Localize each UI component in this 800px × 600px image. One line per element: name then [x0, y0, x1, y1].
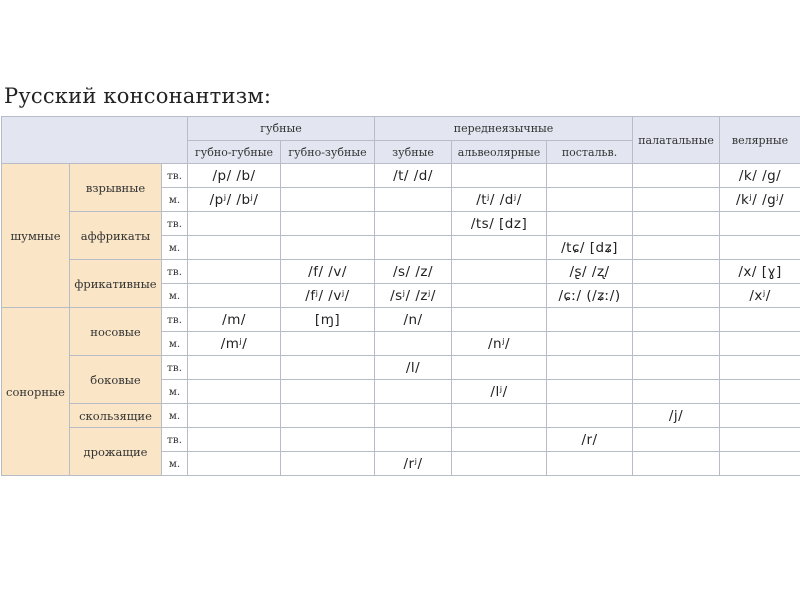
phoneme-cell [281, 332, 375, 356]
place-header-dental: зубные [375, 141, 452, 164]
hardness-label: тв. [162, 308, 188, 332]
phoneme-cell [281, 236, 375, 260]
phoneme-cell [633, 452, 720, 476]
table-corner [2, 117, 188, 164]
table-row [2, 356, 800, 380]
hardness-label: тв. [162, 356, 188, 380]
phoneme-cell [452, 452, 547, 476]
page-title: Русский консонантизм: [4, 84, 272, 108]
phoneme-cell [375, 212, 452, 236]
manner-laterals: боковые [70, 356, 162, 404]
phoneme-cell [452, 404, 547, 428]
phoneme-cell [633, 356, 720, 380]
phoneme-cell [281, 212, 375, 236]
phoneme-cell [452, 356, 547, 380]
hardness-label: тв. [162, 164, 188, 188]
phoneme-cell [547, 380, 633, 404]
phoneme-cell [720, 380, 800, 404]
place-header-postalveolar: постальв. [547, 141, 633, 164]
phoneme-cell [281, 428, 375, 452]
phoneme-cell [633, 380, 720, 404]
phoneme-cell: /n/ [375, 308, 452, 332]
group-header-labial: губные [188, 117, 375, 141]
phoneme-cell [720, 356, 800, 380]
phoneme-cell: /kʲ/ /gʲ/ [720, 188, 800, 212]
phoneme-cell [452, 236, 547, 260]
phoneme-cell [188, 284, 281, 308]
phoneme-cell [375, 404, 452, 428]
hardness-label: тв. [162, 428, 188, 452]
phoneme-cell: /ʂ/ /ʐ/ [547, 260, 633, 284]
phoneme-cell [633, 284, 720, 308]
consonant-table [1, 116, 800, 476]
phoneme-cell [452, 164, 547, 188]
place-header-alveolar: альвеолярные [452, 141, 547, 164]
phoneme-cell: /ɕː/ (/ʑː/) [547, 284, 633, 308]
manner-fricatives: фрикативные [70, 260, 162, 308]
phoneme-cell [452, 260, 547, 284]
phoneme-cell [547, 212, 633, 236]
phoneme-cell [633, 188, 720, 212]
phoneme-cell [547, 308, 633, 332]
phoneme-cell [720, 212, 800, 236]
phoneme-cell [281, 356, 375, 380]
phoneme-cell [375, 428, 452, 452]
table-row [2, 428, 800, 452]
phoneme-cell [633, 164, 720, 188]
phoneme-cell [375, 236, 452, 260]
phoneme-cell [188, 260, 281, 284]
phoneme-cell [633, 212, 720, 236]
phoneme-cell: /s/ /z/ [375, 260, 452, 284]
phoneme-cell [720, 404, 800, 428]
phoneme-cell: /pʲ/ /bʲ/ [188, 188, 281, 212]
phoneme-cell [375, 188, 452, 212]
phoneme-cell: /xʲ/ [720, 284, 800, 308]
phoneme-cell: /f/ /v/ [281, 260, 375, 284]
phoneme-cell [188, 404, 281, 428]
phoneme-cell: /sʲ/ /zʲ/ [375, 284, 452, 308]
group-header-velar: велярные [720, 117, 800, 164]
group-header-anterior-lingual: переднеязычные [375, 117, 633, 141]
table-row [2, 308, 800, 332]
phoneme-cell: /p/ /b/ [188, 164, 281, 188]
category-sonorant: сонорные [2, 308, 70, 476]
manner-affricates: аффрикаты [70, 212, 162, 260]
phoneme-cell [375, 380, 452, 404]
phoneme-cell [375, 332, 452, 356]
phoneme-cell: /mʲ/ [188, 332, 281, 356]
table-row [2, 404, 800, 428]
phoneme-cell [188, 428, 281, 452]
hardness-label: м. [162, 404, 188, 428]
phoneme-cell: [ɱ] [281, 308, 375, 332]
hardness-label: м. [162, 380, 188, 404]
phoneme-cell [633, 428, 720, 452]
phoneme-cell [281, 164, 375, 188]
manner-plosives: взрывные [70, 164, 162, 212]
phoneme-cell [452, 284, 547, 308]
phoneme-cell [188, 212, 281, 236]
phoneme-cell [633, 332, 720, 356]
phoneme-cell [452, 308, 547, 332]
category-noisy: шумные [2, 164, 70, 308]
phoneme-cell: /m/ [188, 308, 281, 332]
phoneme-cell [633, 308, 720, 332]
manner-approximants: скользящие [70, 404, 162, 428]
hardness-label: м. [162, 284, 188, 308]
phoneme-cell [547, 188, 633, 212]
phoneme-cell: /l/ [375, 356, 452, 380]
phoneme-cell [720, 332, 800, 356]
phoneme-cell: /r/ [547, 428, 633, 452]
phoneme-cell: /rʲ/ [375, 452, 452, 476]
manner-nasals: носовые [70, 308, 162, 356]
phoneme-cell: /tʲ/ /dʲ/ [452, 188, 547, 212]
place-header-labiodental: губно-зубные [281, 141, 375, 164]
phoneme-cell: /ts/ [dz] [452, 212, 547, 236]
phoneme-cell [633, 260, 720, 284]
phoneme-cell [720, 428, 800, 452]
hardness-label: м. [162, 452, 188, 476]
phoneme-cell [547, 404, 633, 428]
phoneme-cell [452, 428, 547, 452]
phoneme-cell [547, 164, 633, 188]
phoneme-cell: /lʲ/ [452, 380, 547, 404]
phoneme-cell [281, 380, 375, 404]
table-row [2, 260, 800, 284]
phoneme-cell [188, 236, 281, 260]
phoneme-cell [720, 308, 800, 332]
phoneme-cell [281, 188, 375, 212]
phoneme-cell [547, 356, 633, 380]
phoneme-cell [188, 452, 281, 476]
table-row [2, 212, 800, 236]
phoneme-cell [281, 404, 375, 428]
phoneme-cell: /fʲ/ /vʲ/ [281, 284, 375, 308]
hardness-label: м. [162, 332, 188, 356]
phoneme-cell: /t/ /d/ [375, 164, 452, 188]
phoneme-cell: /j/ [633, 404, 720, 428]
hardness-label: тв. [162, 260, 188, 284]
phoneme-cell [188, 380, 281, 404]
phoneme-cell [633, 236, 720, 260]
phoneme-cell [547, 332, 633, 356]
phoneme-cell [720, 452, 800, 476]
phoneme-cell: /tɕ/ [dʑ] [547, 236, 633, 260]
hardness-label: тв. [162, 212, 188, 236]
phoneme-cell [281, 452, 375, 476]
group-header-palatal: палатальные [633, 117, 720, 164]
phoneme-cell: /x/ [ɣ] [720, 260, 800, 284]
phoneme-cell: /k/ /g/ [720, 164, 800, 188]
manner-trills: дрожащие [70, 428, 162, 476]
phoneme-cell [720, 236, 800, 260]
place-header-bilabial: губно-губные [188, 141, 281, 164]
phoneme-cell: /nʲ/ [452, 332, 547, 356]
table-row [2, 164, 800, 188]
hardness-label: м. [162, 236, 188, 260]
hardness-label: м. [162, 188, 188, 212]
phoneme-cell [547, 452, 633, 476]
phoneme-cell [188, 356, 281, 380]
